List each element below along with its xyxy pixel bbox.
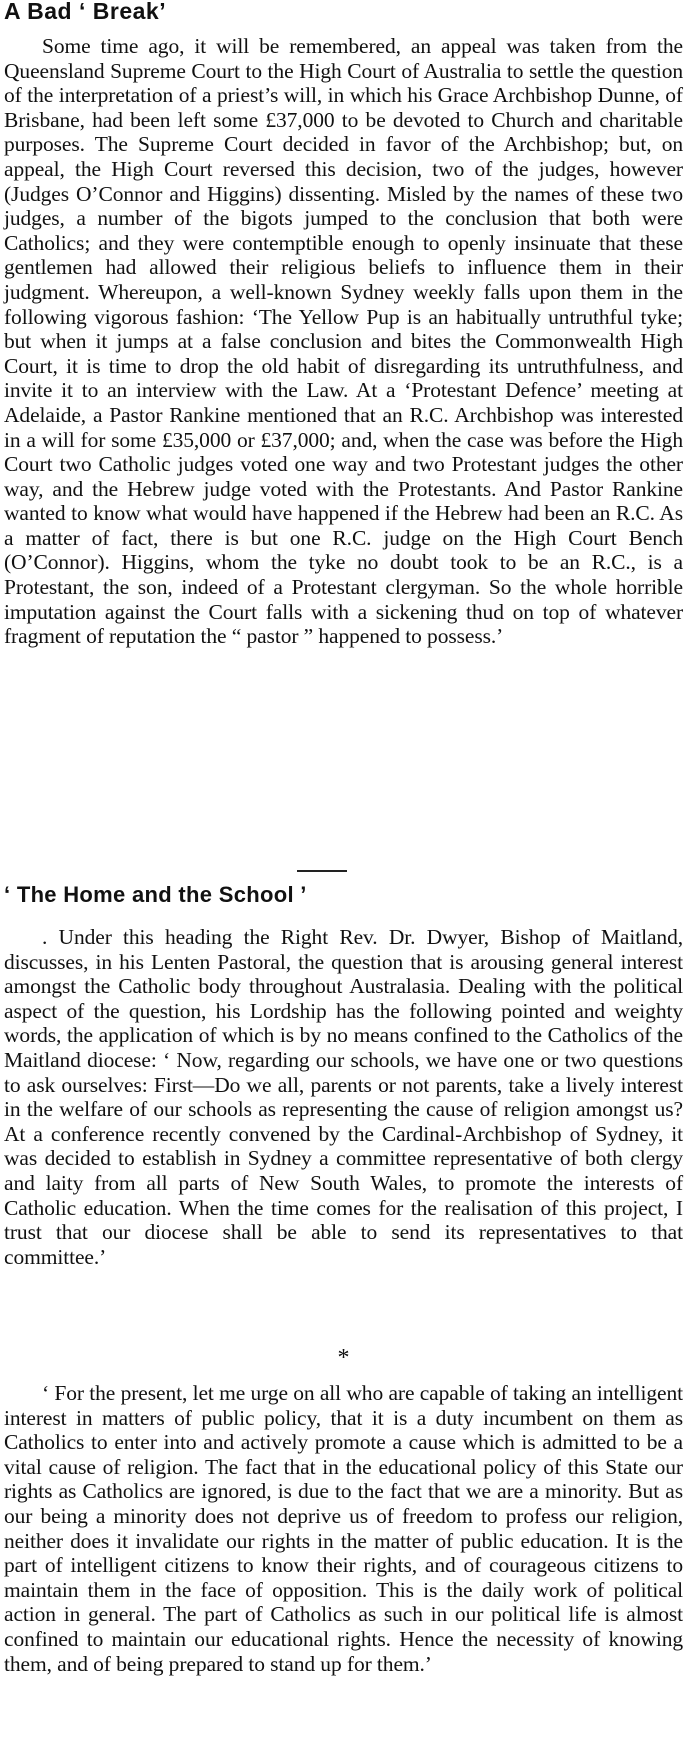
- asterisk-separator: *: [337, 1345, 350, 1371]
- section-divider: [297, 870, 347, 872]
- article-paragraph-1: . Under this heading the Right Rev. Dr. Dwyer, Bishop of Maitland, discusses, in his Lenten Pastoral, the question that is arousing general interest amongst the Catholic body throughout Australasia. Dealing with the political aspect of the question, his Lordship has the following pointed and weighty words, the application of which is by no means confined to the Catholics of the Maitland diocese: ‘ Now, regarding our schools, we have one or two questions to ask ourselves: First—Do we all, parents or not parents, take a lively interest in the welfare of our schools as representing the cause of religion amongst us? At a conference recently convened by the Cardinal-Archbishop of Sydney, it was decided to establish in Sydney a committee representative of both clergy and laity from all parts of New South Wales, to promote the interests of Catholic education. When the time comes for the realisation of this project, I trust that our diocese shall be able to send its representatives to that committee.’: [4, 925, 683, 1269]
- article-title-bad-break: A Bad ‘ Break’: [4, 0, 167, 24]
- article-title-home-and-school: ‘ The Home and the School ’: [4, 882, 307, 907]
- article-paragraph-2: ‘ For the present, let me urge on all who are capable of taking an intelligent interest in matters of public policy, that it is a duty incumbent on them as Catholics to enter into and actively promote a cause which is admitted to be a vital cause of religion. The fact that in the educational policy of this State our rights as Catholics are ignored, is due to the fact that we are a minority. But as our being a minority does not deprive us of freedom to profess our religion, neither does it invalidate our rights in the matter of public education. It is the part of intelligent citizens to know their rights, and of courageous citizens to maintain them in the face of opposition. This is the daily work of political action in general. The part of Catholics as such in our political life is almost confined to maintain our educational rights. Hence the necessity of knowing them, and of being prepared to stand up for them.’: [4, 1381, 683, 1676]
- article-body-bad-break: Some time ago, it will be remembered, an appeal was taken from the Queensland Supreme Court to the High Court of Australia to settle the question of the interpretation of a priest’s will, in which his Grace Archbishop Dunne, of Brisbane, had been left some £37,000 to be devoted to Church and charitable purposes. The Supreme Court decided in favor of the Archbishop; but, on appeal, the High Court reversed this decision, two of the judges, however (Judges O’Connor and Higgins) dissenting. Misled by the names of these two judges, a number of the bigots jumped to the conclusion that both were Catholics; and they were contemptible enough to openly insinuate that these gentlemen had allowed their religious beliefs to influence them in their judgment. Whereupon, a well-known Sydney weekly falls upon them in the following vigorous fashion: ‘The Yellow Pup is an habitually untruthful tyke; but when it jumps at a false conclusion and bites the Commonwealth High Court, it is time to drop the old habit of disregarding its untruthfulness, and invite it to an interview with the Law. At a ‘Protestant Defence’ meeting at Adelaide, a Pastor Rankine mentioned that an R.C. Archbishop was interested in a will for some £35,000 or £37,000; and, when the case was before the High Court two Catholic judges voted one way and two Protestant judges the other way, and the Hebrew judge voted with the Protestants. And Pastor Rankine wanted to know what would have happened if the Hebrew had been an R.C. As a matter of fact, there is but one R.C. judge on the High Court Bench (O’Connor). Higgins, whom the tyke no doubt took to be an R.C., is a Protestant, the son, indeed of a Protestant clergyman. So the whole horrible imputation against the Court falls with a sickening thud on top of whatever fragment of reputation the “ pastor ” happened to possess.’: [4, 34, 683, 649]
